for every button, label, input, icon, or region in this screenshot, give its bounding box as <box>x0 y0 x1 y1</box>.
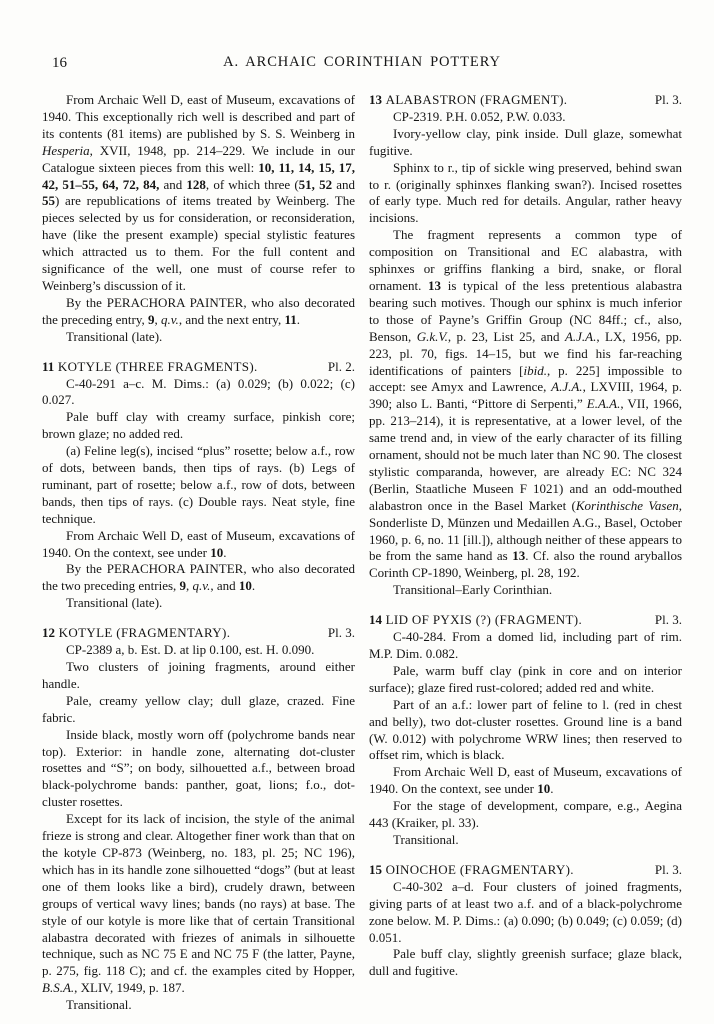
plate-reference: Pl. 2. <box>327 358 355 374</box>
text-run: , Sonderliste D, Münzen und Medaillen A.G., Basel, October 1960, p. 6, no. 11 [ill.]), although neither of these appears to be from the same hand as <box>369 497 682 564</box>
text-run: , XVII, 1948, pp. 214–229. We include in our Catalogue sixteen pieces from this well: <box>42 142 355 175</box>
text-run: From Archaic Well D, east of Museum, excavations of 1940. On the context, see under <box>42 527 355 560</box>
text-run: Transitional (late). <box>66 328 163 344</box>
entry-heading-text <box>369 92 567 109</box>
paragraph <box>42 528 355 562</box>
text-run: Pale, creamy yellow clay; dull glaze, crazed. Fine fabric. <box>42 692 355 725</box>
text-run: , and the next entry, <box>178 311 285 327</box>
entry-title: KOTYLE (FRAGMENTARY). <box>55 625 231 641</box>
text-run: and <box>159 176 187 192</box>
entry-number: 13 <box>369 92 382 107</box>
page-number: 16 <box>52 55 67 71</box>
entry-heading <box>42 359 355 376</box>
paragraph <box>369 582 682 599</box>
text-run: Pale, warm buff clay (pink in core and on interior surface); glaze fired rust-colored; added red and white. <box>369 662 682 695</box>
paragraph <box>369 629 682 663</box>
bold-run: 10 <box>210 544 224 560</box>
text-run: C-40-302 a–d. Four clusters of joined fragments, giving parts of at least two a.f. and of a black-polychrome zone below. M. P. Dims.: (a) 0.090; (b) 0.049; (c) 0.059; (d) 0.051. <box>369 878 682 945</box>
bold-run: 10, 11, 14, 15, 17, 42, 51–55, 64, 72, 84, <box>42 159 355 192</box>
text-run: , VII, 1966, pp. 213–214), it is representative, at a lower level, of the same trend and, in view of the early character of its filling ornament, should not be much later than NC 90. The closest stylistic comparanda, however, are already EC: NC 324 (Berlin, Staatliche Museen F 1021) and an odd-mouthed alabastron once in the Basel Market ( <box>369 396 682 513</box>
text-columns <box>42 92 682 1014</box>
entry-heading-text <box>369 612 582 629</box>
paragraph <box>42 92 355 295</box>
text-run: . <box>550 781 554 797</box>
paragraph <box>369 946 682 980</box>
plate-reference: Pl. 3. <box>654 861 682 877</box>
text-run: , <box>154 311 161 327</box>
text-run: and <box>332 176 355 192</box>
entry-heading-text <box>369 862 574 879</box>
entry-number: 14 <box>369 612 382 628</box>
paragraph <box>42 642 355 659</box>
text-run: Transitional. <box>66 997 132 1013</box>
bold-run: 11 <box>284 311 297 327</box>
text-run: , and <box>210 578 239 594</box>
plate-reference: Pl. 3. <box>654 612 682 628</box>
entry-title: LID OF PYXIS (?) (FRAGMENT). <box>382 612 583 628</box>
text-run: By the PERACHORA PAINTER, who also decorated the preceding entry, <box>42 294 355 327</box>
paragraph <box>369 697 682 765</box>
paragraph <box>42 997 355 1014</box>
paragraph <box>369 832 682 849</box>
italic-run: G.k.V. <box>416 328 448 344</box>
paragraph <box>369 126 682 160</box>
text-run: Pale buff clay with creamy surface, pinkish core; brown glaze; no added red. <box>42 409 355 442</box>
paragraph <box>42 727 355 812</box>
paragraph <box>369 879 682 947</box>
paragraph <box>42 295 355 329</box>
text-run: , of which three ( <box>205 176 299 192</box>
entry-heading <box>42 625 355 642</box>
italic-run: A.J.A. <box>564 328 597 344</box>
entry-number: 15 <box>369 861 382 877</box>
text-run: Inside black, mostly worn off (polychrome bands near top). Exterior: in handle zone, alternating dot-cluster rosettes and “S”; on body, silhouetted a.f., between broad black-polychrome bands: panther, goat, lions; f.o., dot-cluster rosettes. <box>42 726 355 810</box>
entry-title: KOTYLE (THREE FRAGMENTS). <box>54 358 258 374</box>
bold-run: 9 <box>148 311 155 327</box>
italic-run: ibid. <box>523 362 547 378</box>
text-run: , LX, 1956, pp. 223, pl. 70, figs. 14–15, but we find his far-reaching identifications of painters [ <box>369 328 682 378</box>
paragraph <box>369 227 682 582</box>
text-run: . Cf. also the round aryballos Corinth CP-1890, Weinberg, pl. 28, 192. <box>369 548 683 581</box>
text-run: Except for its lack of incision, the style of the animal frieze is strong and clear. Altogether finer work than that on the kotyle CP-873 (Weinberg, no. 183, pl. 25; NC 196), which has in its handle zone silhouetted “dogs” (but at least one of them looks like a bird), crudely drawn, between groups of vertical wavy lines; bands (no rays) at base. The style of our kotyle is more like that of certain Transitional alabastra decorated with friezes of animals in silhouette technique, such as NC 75 E and NC 75 F (the latter, Payne, p. 275, fig. 118 C); and cf. the examples cited by Hopper, <box>42 811 355 979</box>
text-run: , XLIV, 1949, p. 187. <box>74 980 185 996</box>
entry-heading <box>369 612 682 629</box>
paragraph <box>42 376 355 410</box>
plate-reference: Pl. 3. <box>654 92 682 107</box>
text-run: For the stage of development, compare, e.g., Aegina 443 (Kraiker, pl. 33). <box>369 798 682 831</box>
italic-run: Korinthische Vasen <box>575 497 679 513</box>
text-run: Transitional. <box>393 831 459 847</box>
text-run: Two clusters of joining fragments, around either handle. <box>42 659 355 691</box>
running-title: A. ARCHAIC CORINTHIAN POTTERY <box>223 54 501 70</box>
text-run: From Archaic Well D, east of Museum, excavations of 1940. This exceptionally rich well is described and part of its contents (81 items) are published by S. S. Weinberg in <box>42 92 355 141</box>
entry-heading <box>369 92 682 109</box>
text-run: Ivory-yellow clay, pink inside. Dull glaze, somewhat fugitive. <box>369 125 682 158</box>
italic-run: Hesperia <box>42 142 90 158</box>
italic-run: B.S.A. <box>42 980 75 996</box>
paragraph <box>42 561 355 595</box>
entry-number: 12 <box>42 625 55 641</box>
paragraph <box>369 764 682 798</box>
italic-run: q.v. <box>192 578 211 594</box>
text-run: is typical of the less pretentious alabastra bearing such motives. Though our sphinx is much inferior to those of Payne’s Griffin Group (NC 84ff.; cf., also, Benson, <box>369 277 683 344</box>
plate-reference: Pl. 3. <box>327 625 355 641</box>
bold-run: 55 <box>42 193 55 209</box>
entry-title: OINOCHOE (FRAGMENTARY). <box>382 861 574 877</box>
bold-run: 13 <box>428 277 442 293</box>
entry-heading-text <box>42 359 258 376</box>
paragraph <box>42 693 355 727</box>
text-run: The fragment represents a common type of composition on Transitional and EC alabastra, with sphinxes or griffins flanking a bird, snake, or floral ornament. <box>369 227 682 293</box>
text-run: Transitional–Early Corinthian. <box>393 582 553 598</box>
text-run: ) are republications of items treated by Weinberg. The pieces selected by us for consideration, or reconsideration, have (like the present example) special stylistic features which attracted us to them. For the full content and significance of the well, one must of course refer to Weinberg’s discussion of it. <box>42 193 355 293</box>
text-run: From Archaic Well D, east of Museum, excavations of 1940. On the context, see under <box>369 764 682 797</box>
entry-heading-text <box>42 625 230 642</box>
entry-number: 11 <box>42 358 55 374</box>
text-run: Transitional (late). <box>66 595 163 611</box>
paragraph <box>369 160 682 228</box>
paragraph <box>42 659 355 693</box>
entry-title: ALABASTRON (FRAGMENT). <box>382 92 568 107</box>
paragraph <box>369 109 682 126</box>
text-run: C-40-291 a–c. M. Dims.: (a) 0.029; (b) 0.022; (c) 0.027. <box>42 375 355 408</box>
text-run: Pale buff clay, slightly greenish surface; glaze black, dull and fugitive. <box>369 946 682 979</box>
text-run: . <box>223 544 227 560</box>
text-run: . <box>296 311 301 327</box>
bold-run: 51, 52 <box>298 176 333 192</box>
left-column <box>42 92 355 1014</box>
bold-run: 9 <box>179 578 187 594</box>
text-run: , p. 23, List 25, and <box>447 328 565 344</box>
paragraph <box>42 811 355 997</box>
text-run: , LXVIII, 1964, p. 390; also L. Banti, “Pittore di Serpenti,” <box>369 379 682 412</box>
text-run: CP-2389 a, b. Est. D. at lip 0.100, est. H. 0.090. <box>66 642 315 658</box>
paragraph <box>42 409 355 443</box>
paragraph <box>42 595 355 612</box>
text-run: (a) Feline leg(s), incised “plus” rosette; below a.f., row of dots, between bands, then tips of rays. (b) Legs of ruminant, part of rosette; below a.f., row of dots, between bands, then tips of rays. (c) Double rays. Neat style, fine technique. <box>42 443 355 526</box>
bold-run: 10 <box>537 781 551 797</box>
italic-run: E.A.A. <box>586 396 621 412</box>
right-column <box>369 92 682 980</box>
text-run: , <box>186 578 193 594</box>
paragraph <box>42 443 355 528</box>
text-run: By the PERACHORA PAINTER, who also decorated the two preceding entries, <box>42 561 355 594</box>
bold-run: 10 <box>238 578 252 594</box>
page-header <box>42 54 682 76</box>
text-run: C-40-284. From a domed lid, including part of rim. M.P. Dim. 0.082. <box>369 629 682 661</box>
text-run: Part of an a.f.: lower part of feline to l. (red in chest and belly), two dot-cluster rosettes. Ground line is a band (W. 0.012) with polychrome WRW lines; then reserved to offset rim, which is black. <box>369 696 682 763</box>
bold-run: 13 <box>512 548 526 564</box>
paragraph <box>369 798 682 832</box>
italic-run: q.v. <box>161 311 179 327</box>
paragraph <box>369 663 682 697</box>
entry-heading <box>369 862 682 879</box>
paragraph <box>42 329 355 346</box>
text-run: Sphinx to r., tip of sickle wing preserved, behind swan to r. (originally sphinxes flanking swan?). Incised rosettes of early type. Much red for details. Angular, rather heavy incisions. <box>369 159 682 226</box>
italic-run: A.J.A. <box>551 379 583 395</box>
bold-run: 128 <box>186 176 206 192</box>
text-run: . <box>251 578 256 594</box>
text-run: , p. 225] impossible to accept: see Amyx and Lawrence, <box>369 362 683 395</box>
text-run: CP-2319. P.H. 0.052, P.W. 0.033. <box>393 108 566 124</box>
